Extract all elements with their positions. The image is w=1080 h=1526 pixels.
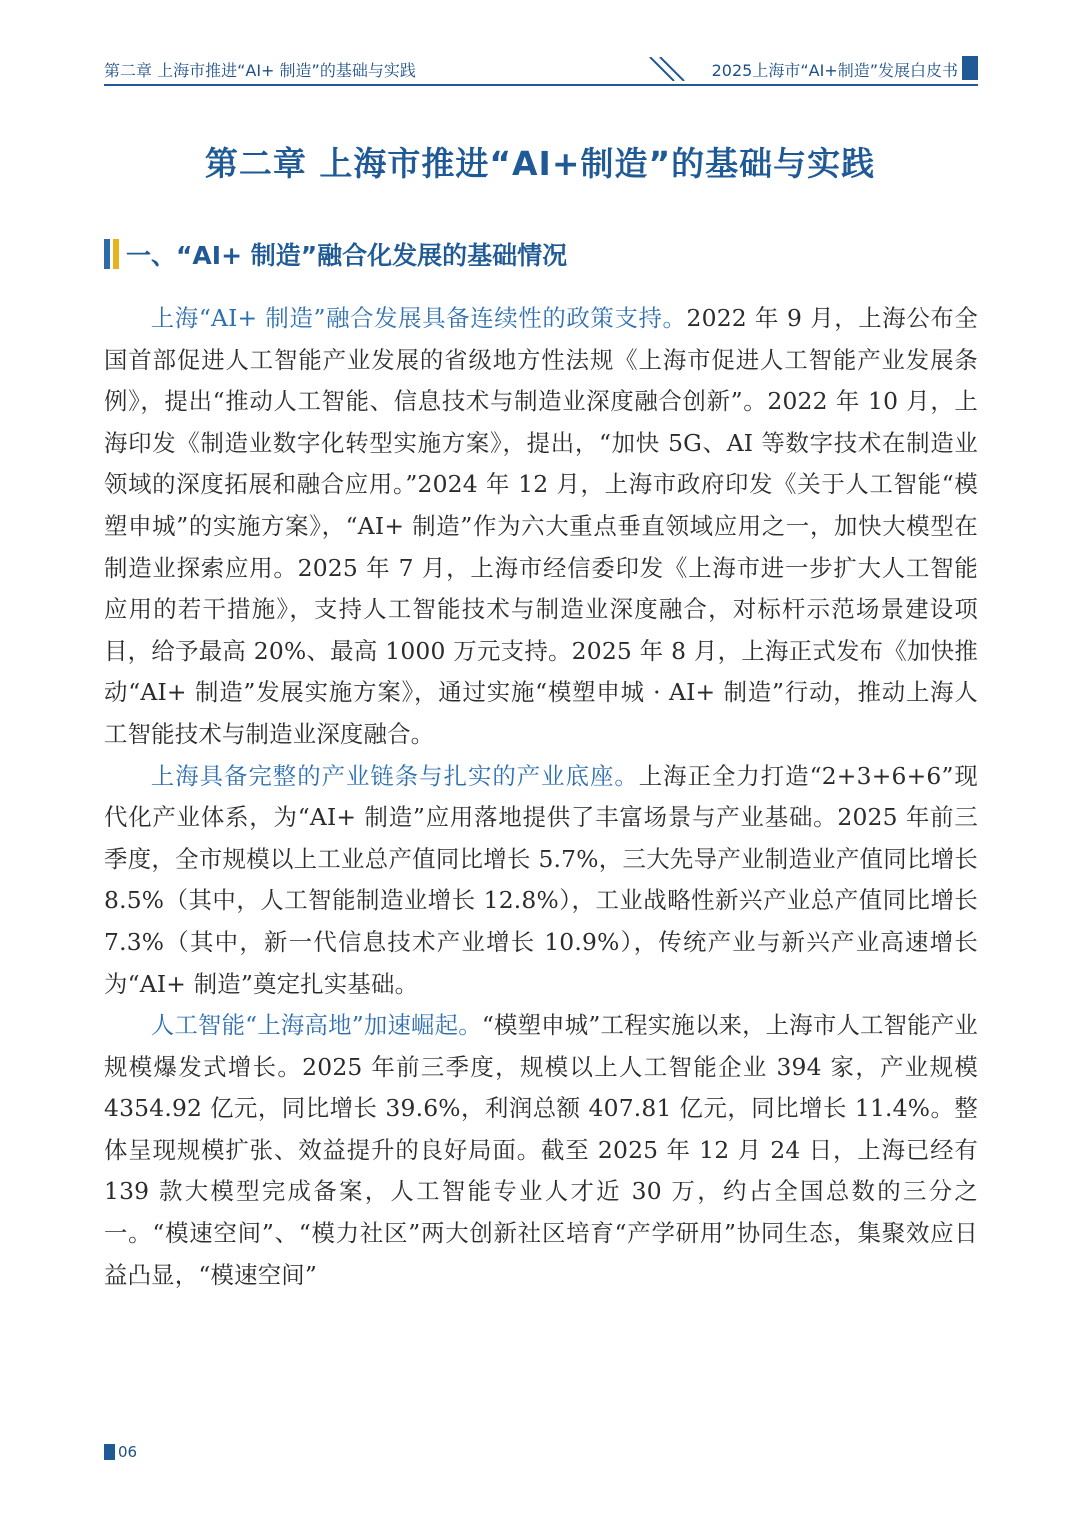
header-rule: [104, 84, 978, 86]
paragraph-lead: 人工智能“上海高地”加速崛起。: [150, 1011, 482, 1040]
footer-accent-block: [104, 1444, 115, 1460]
header-chapter-label: 第二章 上海市推进“AI+ 制造”的基础与实践: [104, 61, 416, 80]
section-heading-text: 一、“AI+ 制造”融合化发展的基础情况: [126, 241, 568, 270]
body-text: [104, 298, 978, 1296]
section-heading: [104, 236, 704, 272]
page-footer: [104, 1443, 184, 1463]
page-number: 06: [118, 1443, 138, 1461]
header-publication-title: 2025上海市“AI+制造”发展白皮书: [711, 61, 958, 80]
paragraph-lead: 上海具备完整的产业链条与扎实的产业底座。: [150, 761, 639, 790]
paragraph-body: “模塑申城”工程实施以来，上海市人工智能产业规模爆发式增长。2025 年前三季度，规模以上人工智能企业 394 家，产业规模 4354.92 亿元，同比增长 39.6%，利润总额 407.81 亿元，同比增长 11.4%。整体呈现规模扩张、效益提升的良好局面。截至 2025 年 12 月 24 日，上海已经有 139 款大模型完成备案，人工智能专业人才近 30 万，约占全国总数的三分之一。“模速空间”、“模力社区”两大创新社区培育“产学研用”协同生态，集聚效应日益凸显，“模速空间”: [104, 1011, 978, 1289]
header-slash-decoration: [644, 57, 704, 81]
paragraph-ai-highland: [104, 1005, 978, 1296]
header-accent-block: [962, 56, 978, 80]
section-marker-blue: [104, 239, 110, 269]
paragraph-body: 2022 年 9 月，上海公布全国首部促进人工智能产业发展的省级地方性法规《上海市促进人工智能产业发展条例》，提出“推动人工智能、信息技术与制造业深度融合创新”。2022 年 10 月，上海印发《制造业数字化转型实施方案》，提出，“加快 5G、AI 等数字技术在制造业领域的深度拓展和融合应用。”2024 年 12 月，上海市政府印发《关于人工智能“模塑申城”的实施方案》，“AI+ 制造”作为六大重点垂直领域应用之一，加快大模型在制造业探索应用。2025 年 7 月，上海市经信委印发《上海市进一步扩大人工智能应用的若干措施》，支持人工智能技术与制造业深度融合，对标杆示范场景建设项目，给予最高 20%、最高 1000 万元支持。2025 年 8 月，上海正式发布《加快推动“AI+ 制造”发展实施方案》，通过实施“模塑申城 · AI+ 制造”行动，推动上海人工智能技术与制造业深度融合。: [104, 304, 978, 748]
paragraph-body: 上海正全力打造“2+3+6+6”现代化产业体系，为“AI+ 制造”应用落地提供了丰富场景与产业基础。2025 年前三季度，全市规模以上工业总产值同比增长 5.7%，三大先导产业制造业产值同比增长 8.5%（其中，人工智能制造业增长 12.8%），工业战略性新兴产业总产值同比增长 7.3%（其中，新一代信息技术产业增长 10.9%），传统产业与新兴产业高速增长为“AI+ 制造”奠定扎实基础。: [104, 761, 979, 998]
section-marker-yellow: [113, 239, 119, 269]
paragraph-lead: 上海“AI+ 制造”融合发展具备连续性的政策支持。: [150, 304, 687, 332]
chapter-title: 第二章 上海市推进“AI+制造”的基础与实践: [204, 144, 876, 183]
paragraph-industry-base: [104, 756, 978, 1006]
paragraph-policy-support: [104, 298, 978, 756]
running-header: [104, 52, 978, 86]
